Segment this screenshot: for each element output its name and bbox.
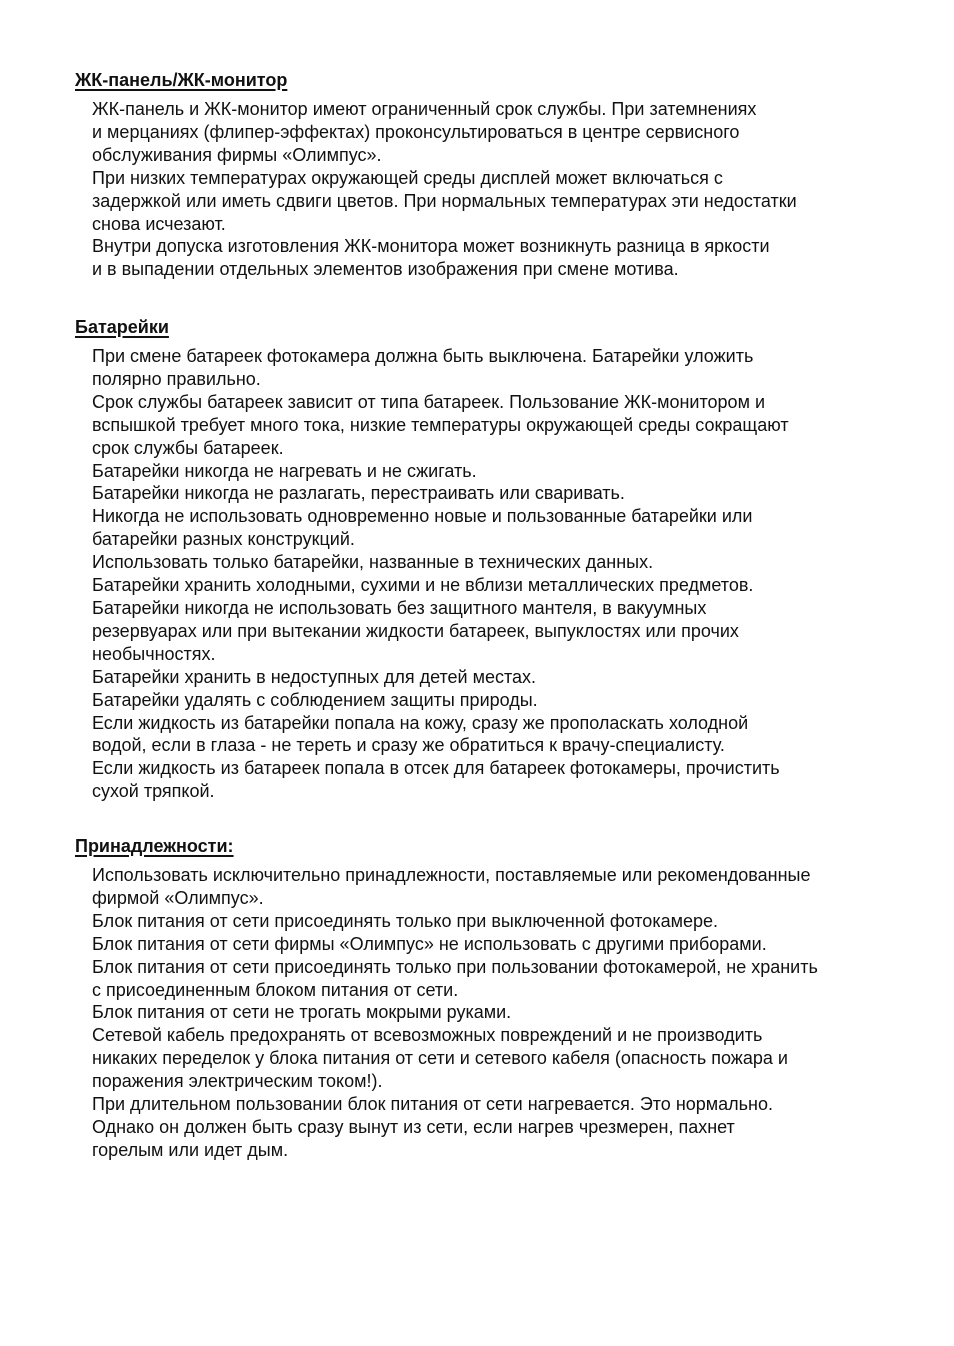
text-line: Блок питания от сети не трогать мокрыми руками. — [92, 1002, 512, 1023]
text-line: Батарейки хранить холодными, сухими и не вблизи металлических предметов. — [92, 575, 754, 596]
section-heading-accessories: Принадлежности: — [75, 836, 234, 856]
text-line: Срок службы батареек зависит от типа батареек. Пользование ЖК-монитором и — [92, 391, 765, 412]
text-line: Батарейки удалять с соблюдением защиты природы. — [92, 689, 538, 710]
text-line: снова исчезают. — [92, 213, 226, 234]
text-line: никаких переделок у блока питания от сети и сетевого кабеля (опасность пожара и — [92, 1048, 788, 1069]
text-line: Батарейки никогда не разлагать, перестраивать или сваривать. — [92, 483, 625, 504]
text-line: срок службы батареек. — [92, 437, 284, 458]
text-line: Использовать только батарейки, названные в технических данных. — [92, 552, 654, 573]
text-line: с присоединенным блоком питания от сети. — [92, 979, 459, 1000]
section-heading-lcd: ЖК-панель/ЖК-монитор — [75, 70, 288, 90]
section-body-lcd — [92, 98, 895, 281]
text-line: поражения электрическим током!). — [92, 1071, 383, 1092]
section-batteries — [75, 316, 895, 803]
text-line: резервуарах или при вытекании жидкости батареек, выпуклостях или прочих — [92, 620, 739, 641]
section-body-batteries — [92, 345, 895, 803]
text-line: ЖК-панель и ЖК-монитор имеют ограниченный срок службы. При затемнениях — [92, 99, 757, 119]
text-line: горелым или идет дым. — [92, 1139, 289, 1160]
text-line: задержкой или иметь сдвиги цветов. При нормальных температурах эти недостатки — [92, 190, 797, 211]
text-line: Батарейки хранить в недоступных для детей местах. — [92, 666, 537, 687]
text-line: Батарейки никогда не нагревать и не сжигать. — [92, 460, 477, 481]
text-line: и в выпадении отдельных элементов изображения при смене мотива. — [92, 259, 679, 280]
text-line: Если жидкость из батарейки попала на кожу, сразу же прополаскать холодной — [92, 712, 749, 733]
text-line: При смене батареек фотокамера должна быть выключена. Батарейки уложить — [92, 346, 754, 366]
text-line: вспышкой требует много тока, низкие температуры окружающей среды сокращают — [92, 414, 789, 435]
text-line: Блок питания от сети фирмы «Олимпус» не использовать с другими приборами. — [92, 933, 767, 954]
text-line: При длительном пользовании блок питания от сети нагревается. Это нормально. — [92, 1094, 774, 1115]
text-line: Никогда не использовать одновременно новые и пользованные батарейки или — [92, 506, 753, 527]
text-line: Внутри допуска изготовления ЖК-монитора может возникнуть разница в яркости — [92, 236, 770, 257]
text-line: сухой тряпкой. — [92, 781, 215, 802]
text-line: батарейки разных конструкций. — [92, 529, 355, 550]
text-line: полярно правильно. — [92, 368, 261, 389]
text-line: Использовать исключительно принадлежности, поставляемые или рекомендованные — [92, 865, 811, 885]
section-lcd — [75, 69, 895, 281]
section-body-accessories — [92, 864, 895, 1162]
text-line: Блок питания от сети присоединять только при пользовании фотокамерой, не хранить — [92, 956, 818, 977]
text-line: Блок питания от сети присоединять только при выключенной фотокамере. — [92, 910, 719, 931]
section-heading-batteries: Батарейки — [75, 317, 169, 337]
text-line: Батарейки никогда не использовать без защитного мантеля, в вакуумных — [92, 597, 707, 618]
text-line: обслуживания фирмы «Олимпус». — [92, 144, 382, 165]
text-line: фирмой «Олимпус». — [92, 887, 264, 908]
text-line: При низких температурах окружающей среды дисплей может включаться с — [92, 167, 723, 188]
text-line: и мерцаниях (флипер-эффектах) проконсультироваться в центре сервисного — [92, 121, 740, 142]
text-line: водой, если в глаза - не тереть и сразу же обратиться к врачу-специалисту. — [92, 735, 725, 756]
text-line: Однако он должен быть сразу вынут из сети, если нагрев чрезмерен, пахнет — [92, 1116, 735, 1137]
text-line: Сетевой кабель предохранять от всевозможных повреждений и не производить — [92, 1025, 763, 1046]
section-accessories — [75, 835, 895, 1162]
text-line: Если жидкость из батареек попала в отсек для батареек фотокамеры, прочистить — [92, 758, 780, 779]
text-line: необычностях. — [92, 643, 216, 664]
